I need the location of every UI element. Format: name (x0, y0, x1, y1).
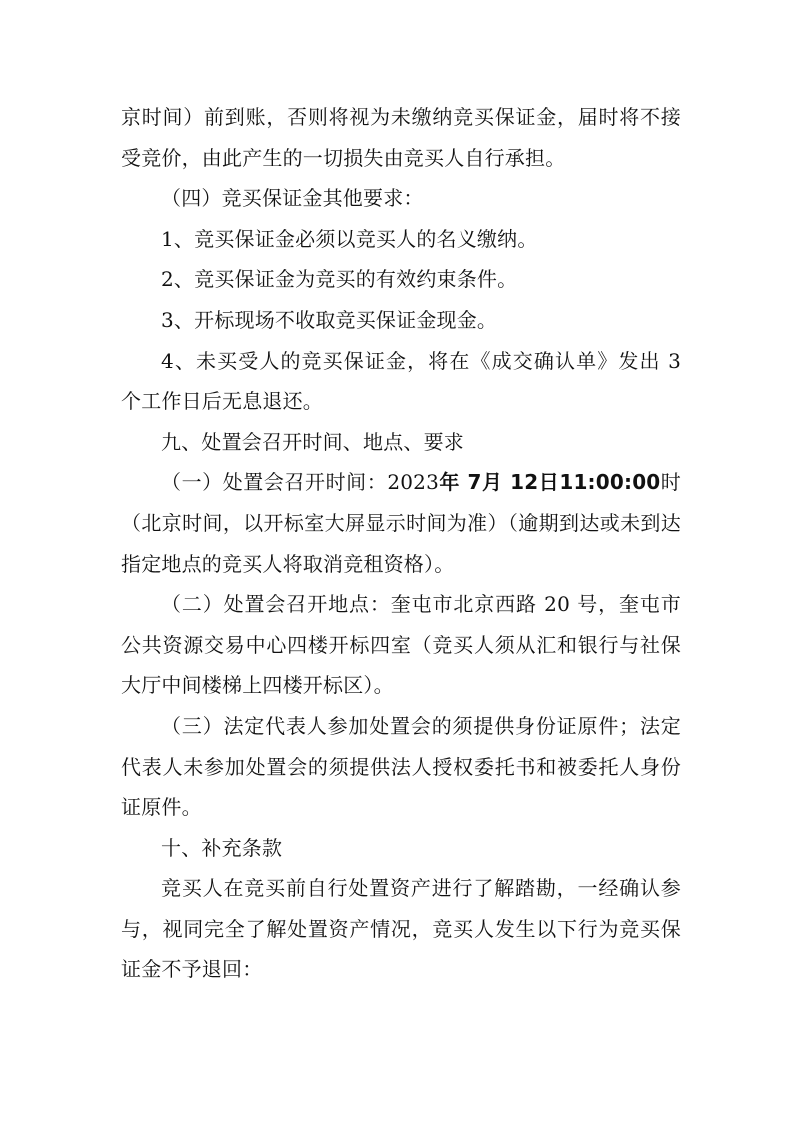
paragraph-meeting-location: （二）处置会召开地点：奎屯市北京西路 20 号，奎屯市公共资源交易中心四楼开标四室（竞买人须从汇和银行与社保大厅中间楼梯上四楼开标区）。 (121, 592, 681, 698)
meeting-day-number: 12 (502, 470, 539, 495)
meeting-time-prefix: （一）处置会召开时间：2023 (161, 470, 440, 495)
meeting-clock: 11:00:00 (559, 470, 661, 495)
paragraph-meeting-id-requirements: （三）法定代表人参加处置会的须提供身份证原件；法定代表人未参加处置会的须提供法人授权委托书和被委托人身份证原件。 (121, 713, 681, 820)
paragraph-deposit-other-requirements: （四）竞买保证金其他要求： (161, 186, 424, 211)
section-heading-supplementary: 十、补充条款 (161, 835, 283, 860)
meeting-day-char: 日 (538, 470, 560, 495)
paragraph-deposit-deadline: 京时间）前到账，否则将视为未缴纳竞买保证金，届时将不接受竞价，由此产生的一切损失由竞买人自行承担。 (121, 105, 681, 170)
paragraph-supplementary-terms: 竞买人在竞买前自行处置资产进行了解踏勘，一经确认参与，视同完全了解处置资产情况，竞买人发生以下行为竞买保证金不予退回： (121, 876, 681, 982)
paragraph-requirement-2: 2、竞买保证金为竞买的有效约束条件。 (161, 267, 518, 292)
meeting-month-number: 7 (459, 470, 482, 495)
meeting-time-suffix: 时（北京时间，以开标室大屏显示时间为准）（逾期到达或未到达指定地点的竞买人将取消竞租资格）。 (121, 470, 681, 576)
paragraph-requirement-4: 4、未买受人的竞买保证金，将在《成交确认单》发出 3 个工作日后无息退还。 (121, 348, 681, 414)
meeting-year-char: 年 (439, 470, 460, 495)
meeting-month-char: 月 (481, 470, 503, 495)
paragraph-requirement-1: 1、竞买保证金必须以竞买人的名义缴纳。 (161, 226, 538, 251)
paragraph-requirement-3: 3、开标现场不收取竞买保证金现金。 (161, 307, 498, 332)
paragraph-meeting-time (121, 462, 681, 584)
section-heading-meeting: 九、处置会召开时间、地点、要求 (161, 429, 464, 454)
document-body (121, 97, 681, 990)
